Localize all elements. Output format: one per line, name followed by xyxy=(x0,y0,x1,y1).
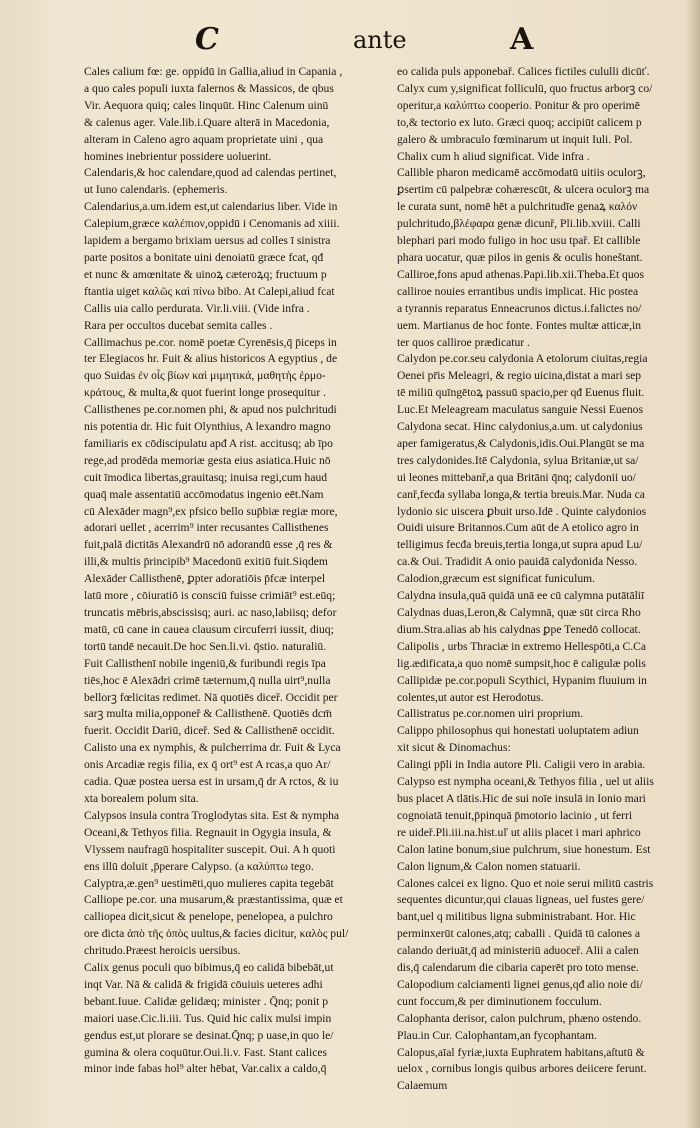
text-line: adorari uellet , acerrim⁹ inter recusantes Callisthenes xyxy=(84,521,329,535)
text-line: tres calydonides.Itē Calydonia, sylua Britaniæ,ut sa/ xyxy=(397,453,639,467)
text-line: Callible pharon medicamē accōmodatū uitiis oculorꝫ, xyxy=(397,166,646,180)
text-line: calliopea dicit,sicut & penelope, penelopea, a pulchro xyxy=(84,910,333,924)
text-line: ui leones mittebanř,a qua Britāni q̄nq; calydonii uo/ xyxy=(397,470,636,484)
text-line: Vir. Aequora quiq; cales linquūt. Hinc Calenum uinū xyxy=(84,98,329,112)
text-line: Calepium,græce καλέπιον,oppidū i Cenomanis ad xiiii. xyxy=(84,217,340,231)
text-line: perminxerūt calones,atq; caballi . Quidā tū calones a xyxy=(397,927,641,941)
text-line: phara uocatur, quæ pilos in genis & oculis honeštant. xyxy=(397,250,643,264)
text-line: ꝑsertim cū palpebræ cohærescūt, & ulcera oculorꝫ ma xyxy=(397,183,650,197)
text-line: bebant.Iuue. Calidæ gelidæq; minister . Q̄nq; ponit p xyxy=(84,994,329,1008)
text-line: canř,fecđa syllaba longa,& tertia breuis.Mar. Nuda ca xyxy=(397,487,645,501)
page-edge-shadow xyxy=(686,0,700,1128)
text-line: Ouidi uisure Britannos.Cum aūt de A etolico agro in xyxy=(397,521,639,535)
right-text-column xyxy=(397,64,693,1095)
text-line: Vlyssem naufragū hospitaliter suscepit. Oui. A h quoti xyxy=(84,842,336,856)
text-line: Calydna insula,quā quidā unā ee cū calymna putātāliī xyxy=(397,589,645,603)
text-line: telligimus fecđa breuis,tertia longa,ut supra apud Lu/ xyxy=(397,538,643,552)
text-line: gumina & olera coquūtur.Oui.li.v. Fast. Stant calices xyxy=(84,1045,327,1059)
text-line: cognoiatā tenuit,p̄pinquā p̄motorio lacinio , ut ferri xyxy=(397,808,633,822)
text-line: truncatis mēbris,abscissisq; auri. ac naso,labiisq; defor xyxy=(84,606,337,619)
text-line: Calyptra,æ.gen⁹ uestimēti,quo mulieres capita tegebāt xyxy=(84,876,334,890)
text-line: parte positos a bonitate uini denoiatū græce fcat, qđ xyxy=(84,250,324,264)
text-line: Calydona secat. Hinc calydonius,a.um. ut calydonius xyxy=(397,420,643,434)
text-line: minor inde fabas hol⁹ alter hēbat, Var.calix a caldo,q̄ xyxy=(84,1062,327,1076)
text-line: bant,uel q militibus ligna subministrabant. Hor. Hic xyxy=(397,910,636,924)
text-line: xta borealem polum sita. xyxy=(84,791,199,805)
text-line: fuit,palā dictitās Alexandrū nō adorandū esse ,q̄ res & xyxy=(84,538,333,552)
text-line: dis,q̄ calendarum die cibaria caperēt pro toto mense. xyxy=(397,961,639,975)
text-line: Calix genus poculi quo bibimus,q̄ eo calidā bibebāt,ut xyxy=(84,961,334,975)
text-line: ter Elegiacos hr. Fuit & alius historicos A egyptius , de xyxy=(84,352,338,366)
text-line: Cales calium fœ: ge. oppidū in Gallia,aliud in Capania , xyxy=(84,65,343,78)
text-line: tortū tandē necauit.De hoc Sen.li.vi. q̄stio. naturaliū. xyxy=(84,639,327,653)
text-line: le curata sunt, nomē hēt a pulchritudīe genaꝝ καλόν xyxy=(397,200,638,214)
text-line: sarꝫ multa milia,opponeř & Callisthenē. Quotiēs dcm̄ xyxy=(84,707,333,721)
text-line: calando deriuāt,q̄ ad ministeriū aduoceř. Alii a calen xyxy=(397,944,639,958)
text-line: Calon lignum,& Calon nomen statuarii. xyxy=(397,859,581,873)
text-line: fuerit. Occidit Dariū, diceř. Sed & Callisthenē occidit. xyxy=(84,724,335,738)
text-line: lydonio sic uiscera ꝑbuit urso.Idē . Quinte calydonios xyxy=(397,504,647,518)
text-line: ut Iuno calendaris. (ephemeris. xyxy=(84,183,228,197)
text-line: Calliroe,fons apud athenas.Papi.lib.xii.Theba.Et quos xyxy=(397,267,644,281)
left-text-column xyxy=(84,64,393,1078)
text-line: cuit īmodica libertas,grauitasq; inuisa regi,cum haud xyxy=(84,470,328,484)
text-line: quo Suidas ἐν οἷς βίων καὶ μιμητικά, μαθητὴς ἐρμο- xyxy=(84,369,326,383)
text-line: Calingi pp̄li in India autore Pli. Caligii vero in arabia. xyxy=(397,758,646,772)
text-line: κράτους, & multa,& quot fuerint longe prosequitur . xyxy=(84,386,326,400)
text-line: Chalix cum h aliud significat. Vide infra . xyxy=(397,149,590,163)
text-line: galero & umbraculo fœminarum ut inquit Iuli. Pol. xyxy=(397,132,633,146)
header-left-letter: C xyxy=(195,22,219,57)
text-line: tē miliū quīngētoꝝ passuū spacio,per qđ Euenus fluit. xyxy=(397,386,645,400)
text-line: cū Alexāder magn⁹,ex pfsico bello sup̄biæ regiæ more, xyxy=(84,504,338,518)
text-line: Callimachus pe.cor. nomē poetæ Cyrenēsis,q̄ p̄iceps in xyxy=(84,335,337,349)
text-line: familiaris ex cōdiscipulatu apđ A rist. accitusq; ab īpo xyxy=(84,436,333,450)
text-line: to,& tectorio ex luto. Græci quoq; accipiūt calicem p xyxy=(397,115,642,129)
text-line: inqt Var. Nā & calidā & frigidā cōuiuis ueteres adhi xyxy=(84,977,323,991)
text-line: Callis uia callo perdurata. Vir.li.viii. (Vide infra . xyxy=(84,301,310,315)
text-line: bus placet A tlātis.Hic de sui noīe insulā in Ionio mari xyxy=(397,791,646,805)
text-line: ter quos calliroe prædicatur . xyxy=(397,335,530,349)
text-line: Rara per occultos ducebat semita calles . xyxy=(84,318,273,332)
text-line: lig.ædificata,a quo nomē sumpsit,hoc ē caligulæ polis xyxy=(397,656,646,670)
text-line: latū more , cōiuratiō is consciū fuisse crimiāt⁹ est.eūq; xyxy=(84,589,336,603)
text-line: Calon latine bonum,siue pulchrum, siue honestum. Est xyxy=(397,842,651,856)
header-center-word: ante xyxy=(353,26,407,54)
text-line: Calaemum xyxy=(397,1079,448,1093)
text-line: dium.Stra.alias ab his calydnas ꝑpe Tenedō collocat. xyxy=(397,622,641,636)
text-line: tiēs,hoc ē Alexādri crimē tæternum,q̄ nulla uirt⁹,nulla xyxy=(84,673,331,687)
text-line: Callipidæ pe.cor.populi Scythici, Hypanim fluuium in xyxy=(397,673,647,687)
text-line: illi,& multis p̄rincipib⁹ Macedonū exitiū fuit.Siqdem xyxy=(84,555,328,569)
text-line: gendus est,ut plorare se desinat.Q̄nq; p uase,in quo le/ xyxy=(84,1028,334,1042)
text-line: Callistratus pe.cor.nomen uiri proprium. xyxy=(397,707,584,721)
text-line: Calyx cum y,significat folliculū, quo fructus arborꝫ co/ xyxy=(397,81,653,95)
text-line: Calydnas duas,Leron,& Calymnā, quæ sūt circa Rho xyxy=(397,606,641,619)
text-line: Calendarius,a.um.idem est,ut calendarius liber. Vide in xyxy=(84,200,338,214)
text-line: Calodion,græcum est significat funiculum. xyxy=(397,572,596,586)
text-line: matū, cū cane in cauea clausum circuferri iussit, diuq; xyxy=(84,622,334,636)
text-line: ftantia uiget καλῶς καὶ πίνω bibo. At Calepi,aliud fcat xyxy=(84,284,335,298)
text-line: Calliope pe.cor. una musarum,& præstantissima, quæ et xyxy=(84,893,343,907)
text-line: calliroe nouies errantibus undis implicat. Hic postea xyxy=(397,284,639,298)
text-line: Calopodium calciamenti lignei genus,qđ alio noie di/ xyxy=(397,977,643,991)
text-line: Calopus,aīal fyriæ,iuxta Euphratem habitans,aſtutū & xyxy=(397,1045,645,1059)
text-line: nis potentia dr. Hic fuit Olynthius, A lexandro magno xyxy=(84,420,331,434)
text-line: Calophanta derisor, calon pulchrum, phæno ostendo. xyxy=(397,1011,642,1025)
text-line: Luc.Et Meleagream maculatus sanguie Nessi Euenos xyxy=(397,403,643,417)
text-line: sequentes dicuntur,qui clauas ligneas, uel fustes gere/ xyxy=(397,893,645,907)
text-line: ca.& Oui. Tradidit A onio pauidā calydonida Nesso. xyxy=(397,555,638,569)
text-line: ore dicta ἀπὸ τῆς ὀπὸς uultus,& facies dicitur, καλὸς pul/ xyxy=(84,927,349,941)
text-line: lapidem a bergamo brixiam uersus ad colles ī sinistra xyxy=(84,234,331,248)
text-line: uem. Martianus de hoc fonte. Fontes multæ atticæ,in xyxy=(397,318,642,332)
text-line: aper famigeratus,& Calydonis,idis.Oui.Plangūt se ma xyxy=(397,436,645,450)
text-line: Callisthenes pe.cor.nomen phi, & apud nos pulchritudi xyxy=(84,403,337,417)
text-line: Calisto una ex nymphis, & pulcherrima dr. Fuit & Lyca xyxy=(84,741,341,755)
text-line: bellorꝫ fœlicitas redimet. Nā quotiēs diceř. Occidit per xyxy=(84,690,338,704)
running-header xyxy=(0,22,700,58)
text-line: Calippo philosophus qui honestati uoluptatem adiun xyxy=(397,724,639,738)
text-line: Calipolis , urbs Thraciæ in extremo Hellespōti,a C.Ca xyxy=(397,639,647,653)
text-line: onis Arcadiæ regis filia, ex q̄ ort⁹ est A rcas,a quo Ar/ xyxy=(84,758,331,772)
text-line: chritudo.Præest heroicis uersibus. xyxy=(84,944,241,958)
text-line: uelox , cornibus longis quibus arbores deiicere ferunt. xyxy=(397,1062,647,1076)
text-line: ens illū doluit ,p̄perare Calypso. (a καλύπτω tego. xyxy=(84,859,314,873)
text-line: colentes,ut autor est Herodotus. xyxy=(397,690,544,704)
text-line: Calones calcei ex ligno. Quo et noie serui militū castris xyxy=(397,876,654,890)
text-line: re uideř.Pli.iii.na.hist.uľ ut aliis placet i mari aphrico xyxy=(397,825,641,839)
text-line: et nunc & amœnitate & uinoꝝ cæteroꝝq; fructuum p xyxy=(84,267,327,281)
text-line: Calypsos insula contra Troglodytas sita. Est & nympha xyxy=(84,808,340,822)
text-line: a tyrannis reparatus Enneacrunos dictus.i.falictes no/ xyxy=(397,301,642,315)
text-line: & calenus ager. Vale.lib.i.Quare alterā in Macedonia, xyxy=(84,115,330,129)
text-line: Oceani,& Tethyos filia. Regnauit in Ogygia insula, & xyxy=(84,825,332,839)
text-line: Oenei pr̄is Meleagri, & regio uicina,distat a mari sep xyxy=(397,369,642,383)
text-line: Plau.in Cur. Calophantam,an fycophantam. xyxy=(397,1028,597,1042)
text-line: homines inebrientur possidere uoluerint. xyxy=(84,149,272,163)
text-line: a quo cales populi iuxta falernos & Massicos, de qbus xyxy=(84,81,334,95)
text-line: eo calida puls apponebař. Calices fictiles cululli dicūť. xyxy=(397,65,650,78)
text-line: xit sicut & Dinomachus: xyxy=(397,741,511,755)
text-line: pulchritudo,βλέφαρα genæ dicunř, Pli.lib.xviii. Calli xyxy=(397,217,641,231)
text-line: operitur,a καλύπτω cooperio. Ponitur & pro operimē xyxy=(397,98,640,112)
text-line: rege,ad prodēda memoriæ gesta eius asiatica.Huic nō xyxy=(84,453,331,467)
text-line: blephari pari modo fuligo in hoc usu tpař. Et callible xyxy=(397,234,641,248)
text-line: maiori uase.Cic.li.iii. Tus. Quid hic calix mulsi impin xyxy=(84,1011,332,1025)
text-line: alteram in Caleno agro aquam proprietate uini , qua xyxy=(84,132,324,146)
text-line: cadia. Quæ postea uersa est in ursam,q̄ dr A rctos, & iu xyxy=(84,775,339,789)
text-line: Calypso est nympha oceani,& Tethyos filia , uel ut aliis xyxy=(397,775,654,789)
text-line: Alexāder Callisthenē, ꝑpter adoratiōis p̄fcæ interpel xyxy=(84,572,326,586)
text-line: quaq̄ male assentatiū accōmodatus ingenio eēt.Nam xyxy=(84,487,324,501)
text-line: cunt foccum,& per diminutionem focculum. xyxy=(397,994,602,1008)
text-line: Calydon pe.cor.seu calydonia A etolorum ciuitas,regia xyxy=(397,352,648,366)
text-line: Fuit Callisthenī nobile ingeniū,& furibundi regis īpa xyxy=(84,656,326,670)
text-line: Calendaris,& hoc calendare,quod ad calendas pertinet, xyxy=(84,166,337,180)
header-right-letter: A xyxy=(510,22,534,57)
